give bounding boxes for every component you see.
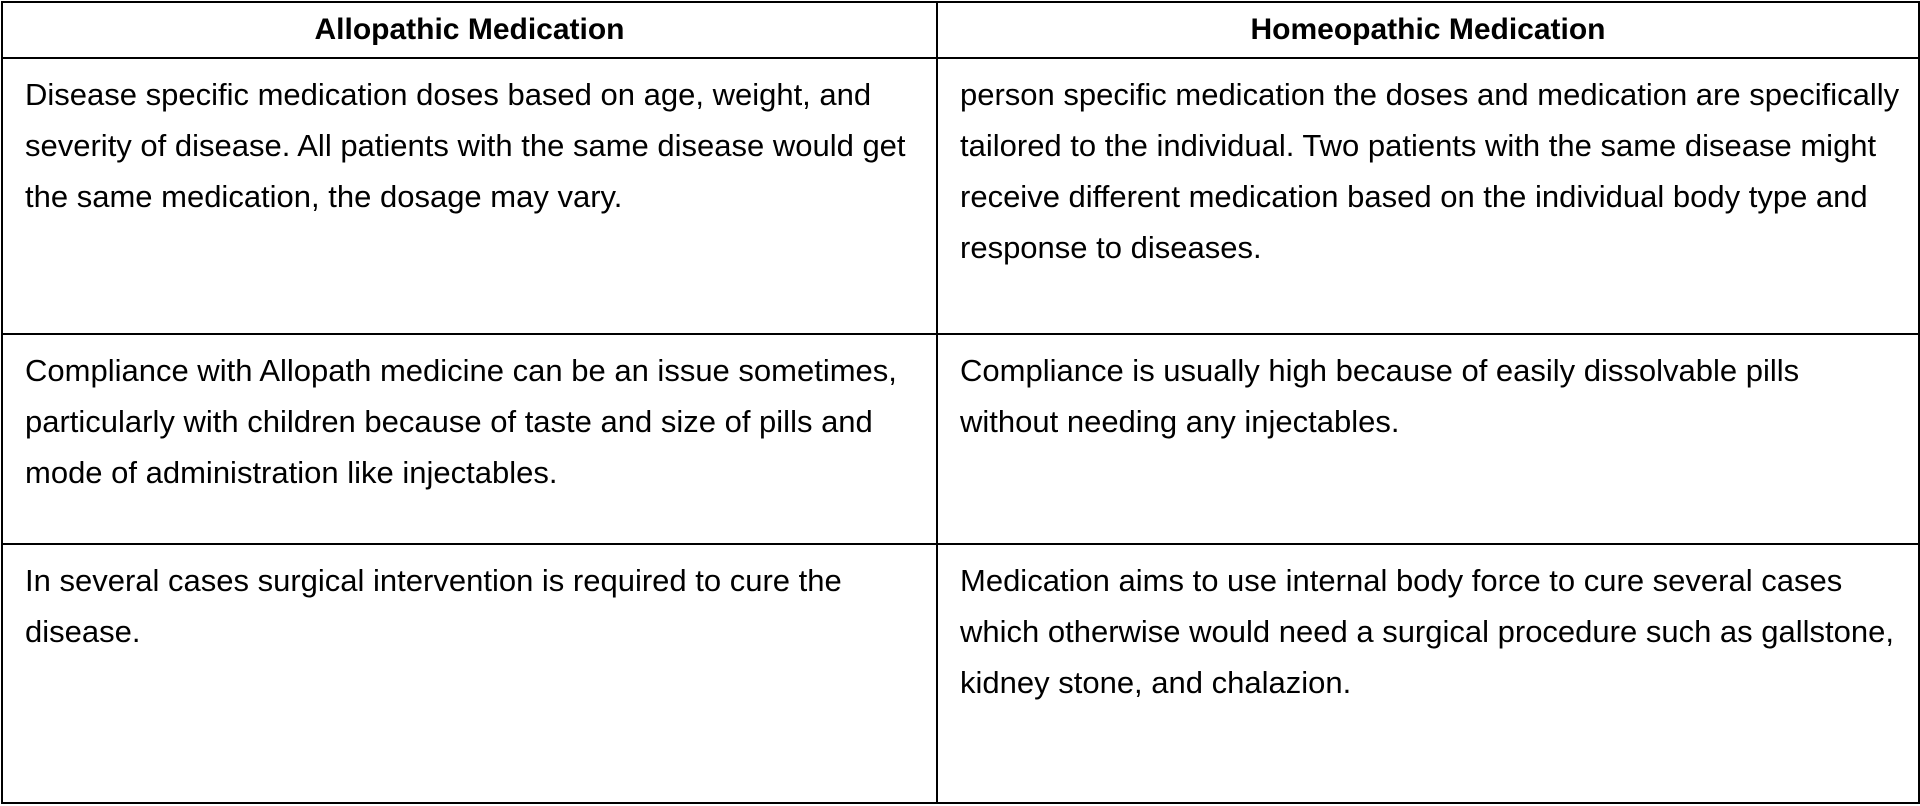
header-row [2, 2, 1919, 58]
homeopathic-cell-dosing: person specific medication the doses and medication are specifically tailored to the individual. Two patients with the same disease might receive different medication based on the individual body type and response to diseases. [937, 58, 1919, 334]
table-row [2, 544, 1919, 803]
table-body [2, 58, 1919, 803]
table-header [2, 2, 1919, 58]
allopathic-cell-dosing: Disease specific medication doses based on age, weight, and severity of disease. All patients with the same disease would get the same medication, the dosage may vary. [2, 58, 937, 334]
allopathic-cell-surgery: In several cases surgical intervention is required to cure the disease. [2, 544, 937, 803]
table-row [2, 58, 1919, 334]
header-homeopathic: Homeopathic Medication [937, 2, 1919, 58]
comparison-table [1, 1, 1920, 804]
table-row [2, 334, 1919, 544]
homeopathic-cell-surgery: Medication aims to use internal body force to cure several cases which otherwise would need a surgical procedure such as gallstone, kidney stone, and chalazion. [937, 544, 1919, 803]
homeopathic-cell-compliance: Compliance is usually high because of easily dissolvable pills without needing any injectables. [937, 334, 1919, 544]
header-allopathic: Allopathic Medication [2, 2, 937, 58]
allopathic-cell-compliance: Compliance with Allopath medicine can be an issue sometimes, particularly with children because of taste and size of pills and mode of administration like injectables. [2, 334, 937, 544]
